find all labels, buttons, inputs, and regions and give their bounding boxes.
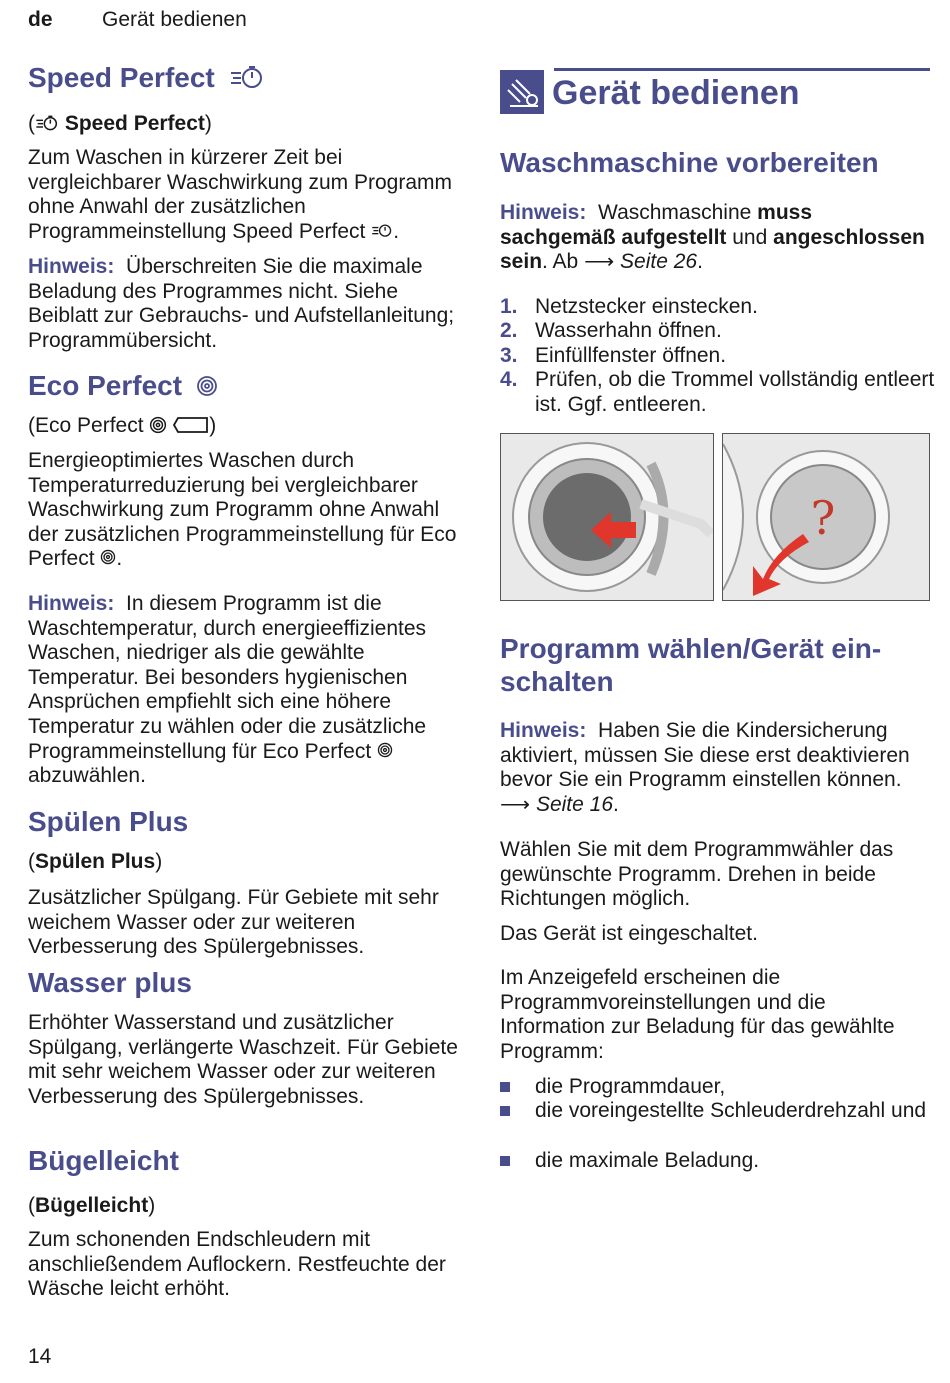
buegelleicht-description: Zum schonenden Endschleudern mit anschließendem Auflockern. Restfeuchte der Wäsche leicht erhöht.: [28, 1228, 446, 1301]
page-header: [28, 8, 247, 32]
display-info-text: Im Anzeigefeld erscheinen die Programmvoreinstellungen und die Information zur Beladung für das gewählte Programm:: [500, 966, 895, 1063]
eco-perfect-description: Energieoptimiertes Waschen durch Temperaturreduzierung bei vergleichbarer Waschwirkung zum Programm ohne Anwahl der zusätzlichen Programmeinstellung für Eco Perfect .: [28, 449, 457, 571]
step-4: 4. Prüfen, ob die Trommel vollständig entleert ist. Ggf. entleeren.: [500, 368, 935, 416]
buegelleicht-label: (Bügelleicht): [28, 1194, 156, 1217]
step-1: 1. Netzstecker einstecken.: [500, 295, 758, 318]
speed-perfect-note: Hinweis: Überschreiten Sie die maximale Beladung des Programmes nicht. Siehe Beiblatt zur Gebrauchs- und Aufstellanleitung; Programmübersicht.: [28, 255, 455, 352]
spuelen-plus-label: (Spülen Plus): [28, 850, 163, 873]
language-code: de: [28, 8, 53, 31]
device-on-text: Das Gerät ist eingeschaltet.: [500, 922, 758, 945]
prepare-heading: Waschmaschine vorbereiten: [500, 147, 879, 178]
eco-perfect-heading: Eco Perfect: [28, 370, 218, 404]
buegelleicht-heading: Bügelleicht: [28, 1145, 179, 1176]
svg-text:?: ?: [810, 491, 836, 545]
bullet-1: die Programmdauer,: [500, 1075, 725, 1100]
speed-perfect-description: Zum Waschen in kürzerer Zeit bei vergleichbarer Waschwirkung zum Programm ohne Anwahl der zusätzlichen Programmeinstellung Speed Perfect .: [28, 146, 453, 243]
step-2: 2. Wasserhahn öffnen.: [500, 319, 722, 342]
eco-perfect-label: (Eco Perfect ): [28, 414, 217, 437]
speed-perfect-label: ( Speed Perfect): [28, 112, 212, 135]
operate-device-icon: [500, 70, 544, 114]
section-rule: [554, 68, 930, 71]
header-title: Gerät bedienen: [102, 8, 247, 31]
bullet-3: die maximale Beladung.: [500, 1149, 759, 1174]
check-drum-illustration: [722, 433, 930, 601]
eco-perfect-note: Hinweis: In diesem Programm ist die Waschtemperatur, durch energieeffizientes Waschen, niedriger als die gewählte Temperatur. Bei besonders hygienischen Ansprüchen empfiehlt sich eine höhere Temperatur zu wählen oder die zusätzliche Programmeinstellung für Eco Perfect abzuwählen.: [28, 592, 427, 788]
program-select-text: Wählen Sie mit dem Programmwähler das gewünschte Programm. Drehen in beide Richtungen möglich.: [500, 838, 894, 911]
prepare-note: Hinweis: Waschmaschine muss sachgemäß aufgestellt und angeschlossen sein. Ab ⟶ Seite 26.: [500, 201, 925, 274]
washer-door-open-illustration: [500, 433, 714, 601]
program-select-heading: Programm wählen/Gerät ein- schalten: [500, 633, 882, 697]
speed-perfect-heading: Speed Perfect: [28, 62, 265, 96]
spuelen-plus-description: Zusätzlicher Spülgang. Für Gebiete mit sehr weichem Wasser oder zur weiteren Verbesserung des Spülergebnisses.: [28, 886, 439, 959]
eco-perfect-icon: [196, 372, 218, 404]
speed-perfect-icon: [229, 64, 265, 96]
main-section-title: Gerät bedienen: [552, 74, 800, 112]
program-select-note: Hinweis: Haben Sie die Kindersicherung aktiviert, müssen Sie diese erst deaktivieren bevor Sie ein Programm einstellen können. ⟶ Seite 16.: [500, 719, 910, 816]
page-number: 14: [28, 1345, 52, 1368]
step-3: 3. Einfüllfenster öffnen.: [500, 344, 727, 367]
wasser-plus-description: Erhöhter Wasserstand und zusätzlicher Spülgang, verlängerte Waschzeit. Für Gebiete mit sehr weichem Wasser oder zur weiteren Verbesserung des Spülergebnisses.: [28, 1011, 458, 1108]
spuelen-plus-heading: Spülen Plus: [28, 806, 189, 837]
bullet-2: die voreingestellte Schleuderdrehzahl und: [500, 1099, 945, 1124]
wasser-plus-heading: Wasser plus: [28, 967, 192, 998]
display-icon: [173, 414, 209, 437]
